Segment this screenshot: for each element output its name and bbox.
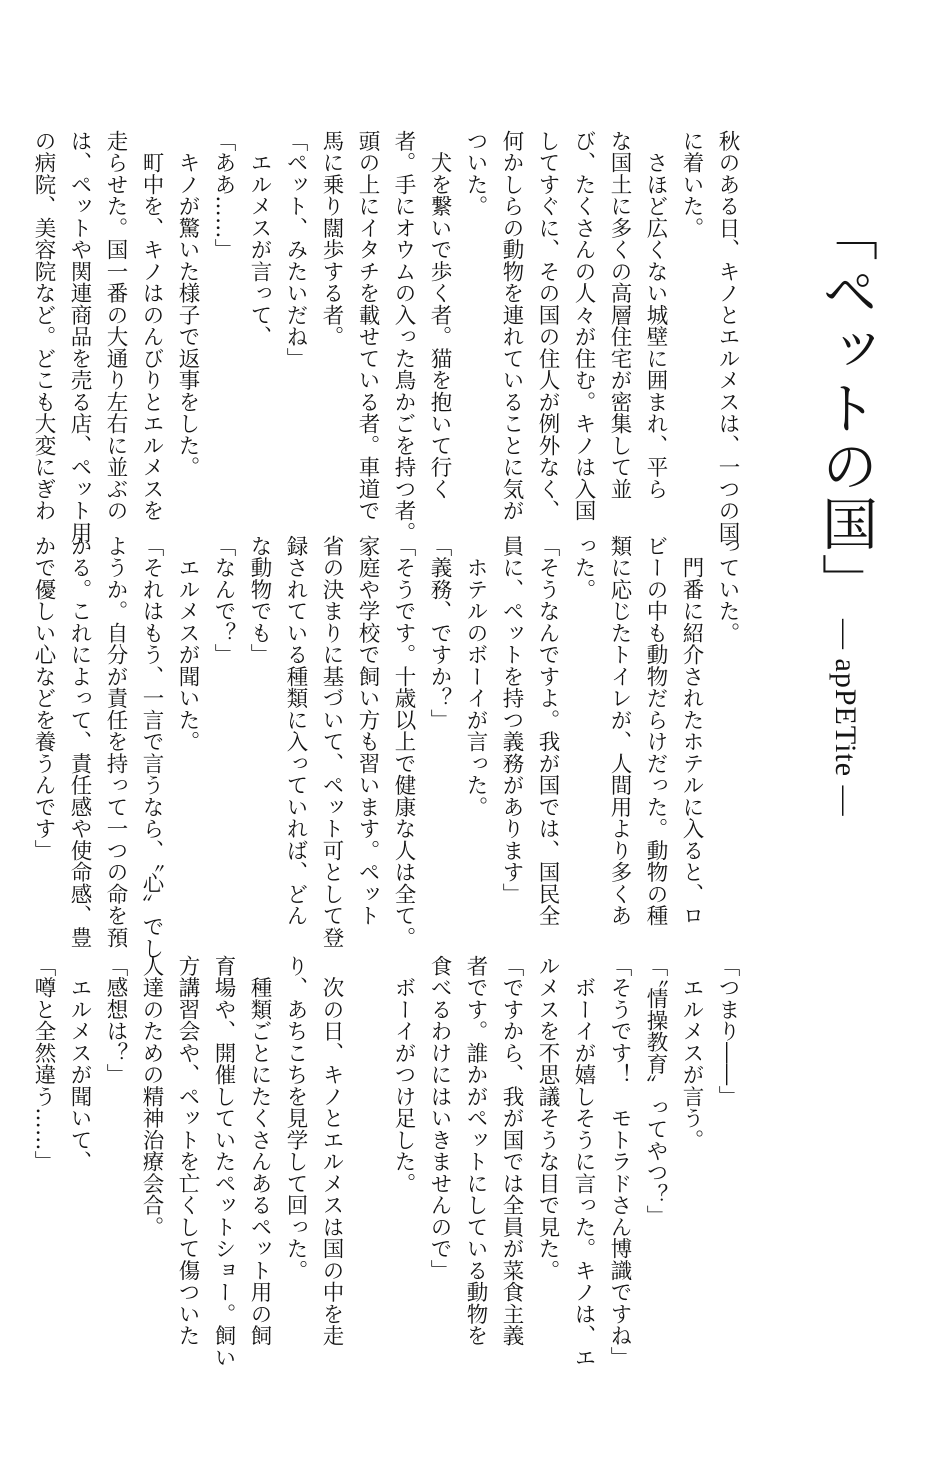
- text-line: 種類ごとにたくさんあるペット用の飼: [247, 955, 272, 1347]
- text-line: 次の日、キノとエルメスは国の中を走: [319, 955, 344, 1347]
- text-line: さほど広くない城壁に囲まれ、平ら: [643, 130, 668, 500]
- text-line: 「なんで？」: [211, 535, 236, 666]
- text-line: な国土に多くの高層住宅が密集して並: [607, 130, 632, 500]
- text-line: 省の決まりに基づいて、ペット可として登: [319, 535, 344, 949]
- text-line: り、あちこちを見学して回った。: [283, 955, 308, 1282]
- text-line: 馬に乗り闊歩する者。: [319, 130, 344, 348]
- text-line: った。: [571, 535, 596, 601]
- text-line: ビーの中も動物だらけだった。動物の種: [643, 535, 668, 927]
- text-line: 類に応じたトイレが、人間用より多くあ: [607, 535, 632, 927]
- text-block-middle: [31, 535, 745, 960]
- text-line: [349, 955, 385, 1335]
- text-line: 「ペット、みたいだね」: [283, 130, 308, 370]
- text-line: 者。手にオウムの入った鳥かごを持つ者。: [391, 130, 416, 544]
- text-line: かで優しい心などを養うんです」: [31, 535, 56, 862]
- chapter-subtitle: — apPETite —: [829, 619, 862, 817]
- text-line: してすぐに、その国の住人が例外なく、: [535, 130, 560, 522]
- text-line: 犬を繋いで歩く者。猫を抱いて行く: [427, 130, 452, 500]
- text-line: な動物でも」: [247, 535, 272, 666]
- text-line: 「噂と全然違う……」: [31, 955, 56, 1173]
- text-line: ようか。自分が責任を持って一つの命を預: [103, 535, 128, 949]
- text-line: 育場や、開催していたペットショー。飼い: [211, 955, 236, 1369]
- text-line: 「〝情操教育〟ってやつ？」: [643, 955, 668, 1227]
- text-line: 「つまり――」: [715, 955, 740, 1108]
- text-line: 「義務、ですか？」: [427, 535, 452, 731]
- text-line: ついた。: [463, 130, 488, 217]
- text-line: キノが驚いた様子で返事をした。: [175, 130, 200, 478]
- text-line: 食べるわけにはいきませんので」: [427, 955, 452, 1282]
- text-line: エルメスが聞いた。: [175, 535, 200, 753]
- text-line: 人達のための精神治療会合。: [139, 955, 164, 1238]
- text-line: 秋のある日、キノとエルメスは、一つの国: [715, 130, 740, 544]
- text-line: 町中を、キノはのんびりとエルメスを: [139, 130, 164, 522]
- text-line: エルメスが言う。: [679, 955, 704, 1151]
- text-line: 頭の上にイタチを載せている者。車道で: [355, 130, 380, 522]
- chapter-title: [812, 205, 878, 817]
- text-line: の病院、美容院など。どこも大変にぎわ: [31, 130, 56, 522]
- text-line: 員に、ペットを持つ義務があります」: [499, 535, 524, 905]
- chapter-title-text: 「ペットの国」: [813, 205, 878, 611]
- text-line: ルメスを不思議そうな目で見た。: [535, 955, 560, 1282]
- text-line: 「ですから、我が国では全員が菜食主義: [499, 955, 524, 1347]
- text-line: 「ああ……」: [211, 130, 236, 261]
- text-line: ホテルのボーイが言った。: [463, 535, 488, 818]
- text-line: 方講習会や、ペットを亡くして傷ついた: [175, 955, 200, 1347]
- text-block-upper: [31, 130, 745, 544]
- text-line: っていた。: [715, 535, 740, 644]
- text-line: 「感想は？」: [103, 955, 128, 1086]
- text-line: 家庭や学校で飼い方も習います。ペット: [355, 535, 380, 927]
- text-line: 門番に紹介されたホテルに入ると、ロ: [679, 535, 704, 927]
- text-line: 「そうなんですよ。我が国では、国民全: [535, 535, 560, 927]
- text-block-lower: [31, 955, 745, 1369]
- text-line: 「そうです。十歳以上で健康な人は全て。: [391, 535, 416, 949]
- text-line: 者です。誰かがペットにしている動物を: [463, 955, 488, 1347]
- text-line: ボーイが嬉しそうに言った。キノは、エ: [571, 955, 596, 1369]
- text-line: エルメスが言って、: [247, 130, 272, 348]
- text-line: 「それはもう、一言で言うなら、〝心〟でし: [139, 535, 164, 960]
- text-line: ボーイがつけ足した。: [391, 955, 416, 1195]
- text-line: は、ペットや関連商品を売る店、ペット用: [67, 130, 92, 544]
- text-line: エルメスが聞いて、: [67, 955, 92, 1173]
- text-line: 何かしらの動物を連れていることに気が: [499, 130, 524, 522]
- text-line: び、たくさんの人々が住む。キノは入国: [571, 130, 596, 522]
- text-line: に着いた。: [679, 130, 704, 239]
- text-line: 「そうです！ モトラドさん博識ですね」: [607, 955, 632, 1369]
- text-line: 走らせた。国一番の大通り左右に並ぶの: [103, 130, 128, 522]
- text-line: 録されている種類に入っていれば、どん: [283, 535, 308, 927]
- text-line: かる。これによって、責任感や使命感、豊: [67, 535, 92, 949]
